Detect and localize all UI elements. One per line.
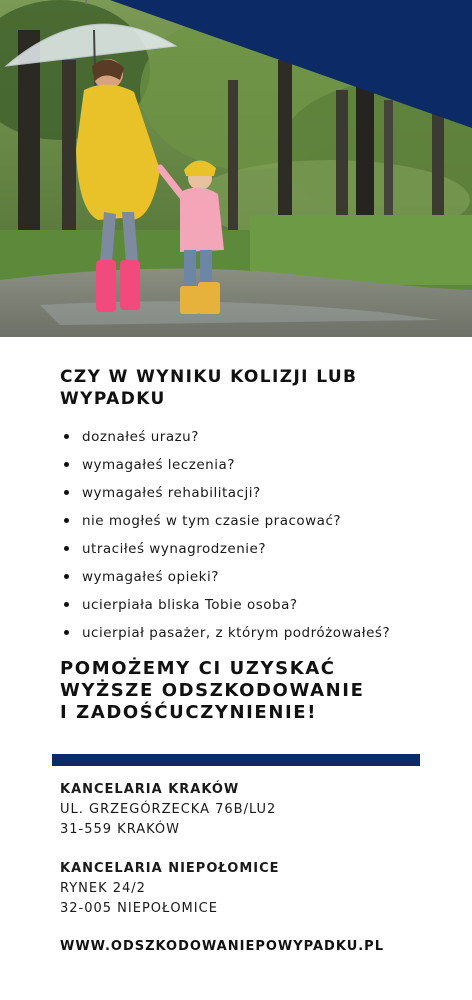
question-text: ucierpiał pasażer, z którym podróżowałeś? [82, 625, 391, 641]
bullet-icon [64, 546, 69, 551]
question-text: nie mogłeś w tym czasie pracować? [82, 513, 342, 529]
question-heading: CZY W WYNIKU KOLIZJI LUB WYPADKU [60, 367, 358, 409]
bullet-icon [64, 490, 69, 495]
list-item [60, 425, 460, 453]
office-street: RYNEK 24/2 [60, 881, 146, 896]
cta-line: I ZADOŚĆUCZYNIENIE! [60, 702, 317, 723]
question-list [60, 425, 460, 649]
website-link[interactable]: WWW.ODSZKODOWANIEPOWYPADKU.PL [60, 939, 384, 954]
question-text: wymagałeś opieki? [82, 569, 219, 585]
office-name: KANCELARIA NIEPOŁOMICE [60, 861, 280, 876]
question-text: doznałeś urazu? [82, 429, 199, 445]
list-item [60, 481, 460, 509]
bullet-icon [64, 518, 69, 523]
park-scene-illustration [0, 0, 472, 337]
office-city: 31-559 KRAKÓW [60, 822, 181, 837]
cta-line: WYŻSZE ODSZKODOWANIE [60, 680, 365, 701]
bullet-icon [64, 630, 69, 635]
question-text: utraciłeś wynagrodzenie? [82, 541, 266, 557]
office-name: KANCELARIA KRAKÓW [60, 782, 240, 797]
list-item [60, 621, 460, 649]
call-to-action [60, 658, 440, 724]
question-text: ucierpiała bliska Tobie osoba? [82, 597, 298, 613]
list-item [60, 593, 460, 621]
office-niepolomice [60, 859, 420, 919]
bullet-icon [64, 462, 69, 467]
list-item [60, 509, 460, 537]
office-street: UL. GRZEGÓRZECKA 76B/LU2 [60, 802, 277, 817]
bullet-icon [64, 602, 69, 607]
cta-line: POMOŻEMY CI UZYSKAĆ [60, 658, 336, 679]
list-item [60, 537, 460, 565]
office-krakow [60, 780, 420, 840]
question-text: wymagałeś rehabilitacji? [82, 485, 261, 501]
list-item [60, 565, 460, 593]
office-city: 32-005 NIEPOŁOMICE [60, 901, 218, 916]
hero-photo [0, 0, 472, 337]
bullet-icon [64, 434, 69, 439]
bullet-icon [64, 574, 69, 579]
question-text: wymagałeś leczenia? [82, 457, 235, 473]
list-item [60, 453, 460, 481]
navy-divider-bar [52, 754, 420, 766]
